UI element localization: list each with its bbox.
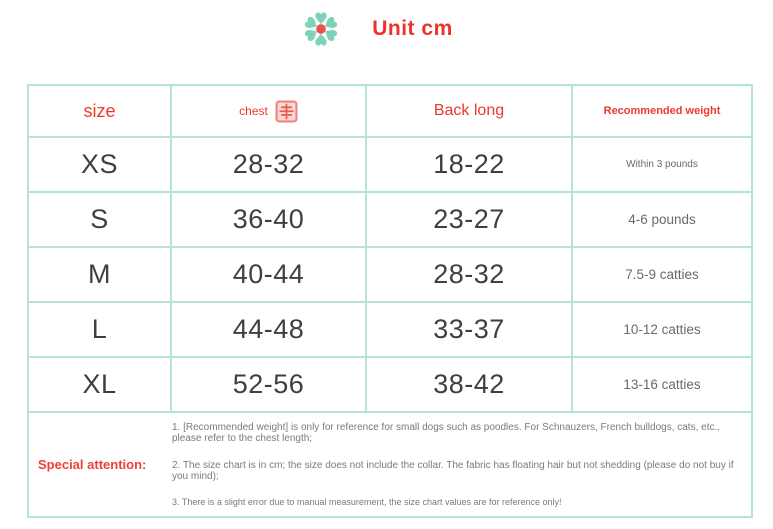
column-header-back-long: Back long bbox=[367, 86, 573, 138]
column-header-chest bbox=[172, 86, 367, 138]
size-cell: XL bbox=[29, 358, 172, 413]
back-long-cell: 38-42 bbox=[367, 358, 573, 413]
weight-cell: 4-6 pounds bbox=[573, 193, 751, 248]
chest-cell: 52-56 bbox=[172, 358, 367, 413]
note-item: 3. There is a slight error due to manual measurement, the size chart values are for reference only! bbox=[172, 496, 562, 507]
special-attention-band bbox=[29, 413, 751, 516]
flower-icon bbox=[300, 8, 342, 50]
notes-list bbox=[172, 422, 751, 508]
note-item: 1. [Recommended weight] is only for reference for small dogs such as poodles. For Schnauzers, French bulldogs, cats, etc., please refer to the chest length; bbox=[172, 421, 721, 444]
weight-cell: 13-16 catties bbox=[573, 358, 751, 413]
size-cell: M bbox=[29, 248, 172, 303]
column-header-size: size bbox=[29, 86, 172, 138]
size-cell: L bbox=[29, 303, 172, 358]
special-attention-label: Special attention: bbox=[38, 457, 147, 472]
weight-cell: 10-12 catties bbox=[573, 303, 751, 358]
chest-cell: 40-44 bbox=[172, 248, 367, 303]
size-cell: XS bbox=[29, 138, 172, 193]
chest-cell: 28-32 bbox=[172, 138, 367, 193]
back-long-cell: 23-27 bbox=[367, 193, 573, 248]
back-long-cell: 33-37 bbox=[367, 303, 573, 358]
size-table bbox=[27, 84, 753, 518]
unit-label: Unit cm bbox=[372, 17, 453, 40]
chest-cell: 44-48 bbox=[172, 303, 367, 358]
back-long-cell: 18-22 bbox=[367, 138, 573, 193]
size-cell: S bbox=[29, 193, 172, 248]
column-header-chest-label: chest bbox=[239, 104, 268, 118]
chest-cell: 36-40 bbox=[172, 193, 367, 248]
column-header-recommended-weight: Recommended weight bbox=[573, 86, 751, 138]
chest-girth-stamp-icon bbox=[275, 100, 298, 123]
back-long-cell: 28-32 bbox=[367, 248, 573, 303]
weight-cell: 7.5-9 catties bbox=[573, 248, 751, 303]
note-item: 2. The size chart is in cm; the size does not include the collar. The fabric has floating hair but not shedding (please do not buy if you mind); bbox=[172, 459, 734, 482]
weight-cell: Within 3 pounds bbox=[573, 138, 751, 193]
page-header bbox=[0, 6, 763, 52]
